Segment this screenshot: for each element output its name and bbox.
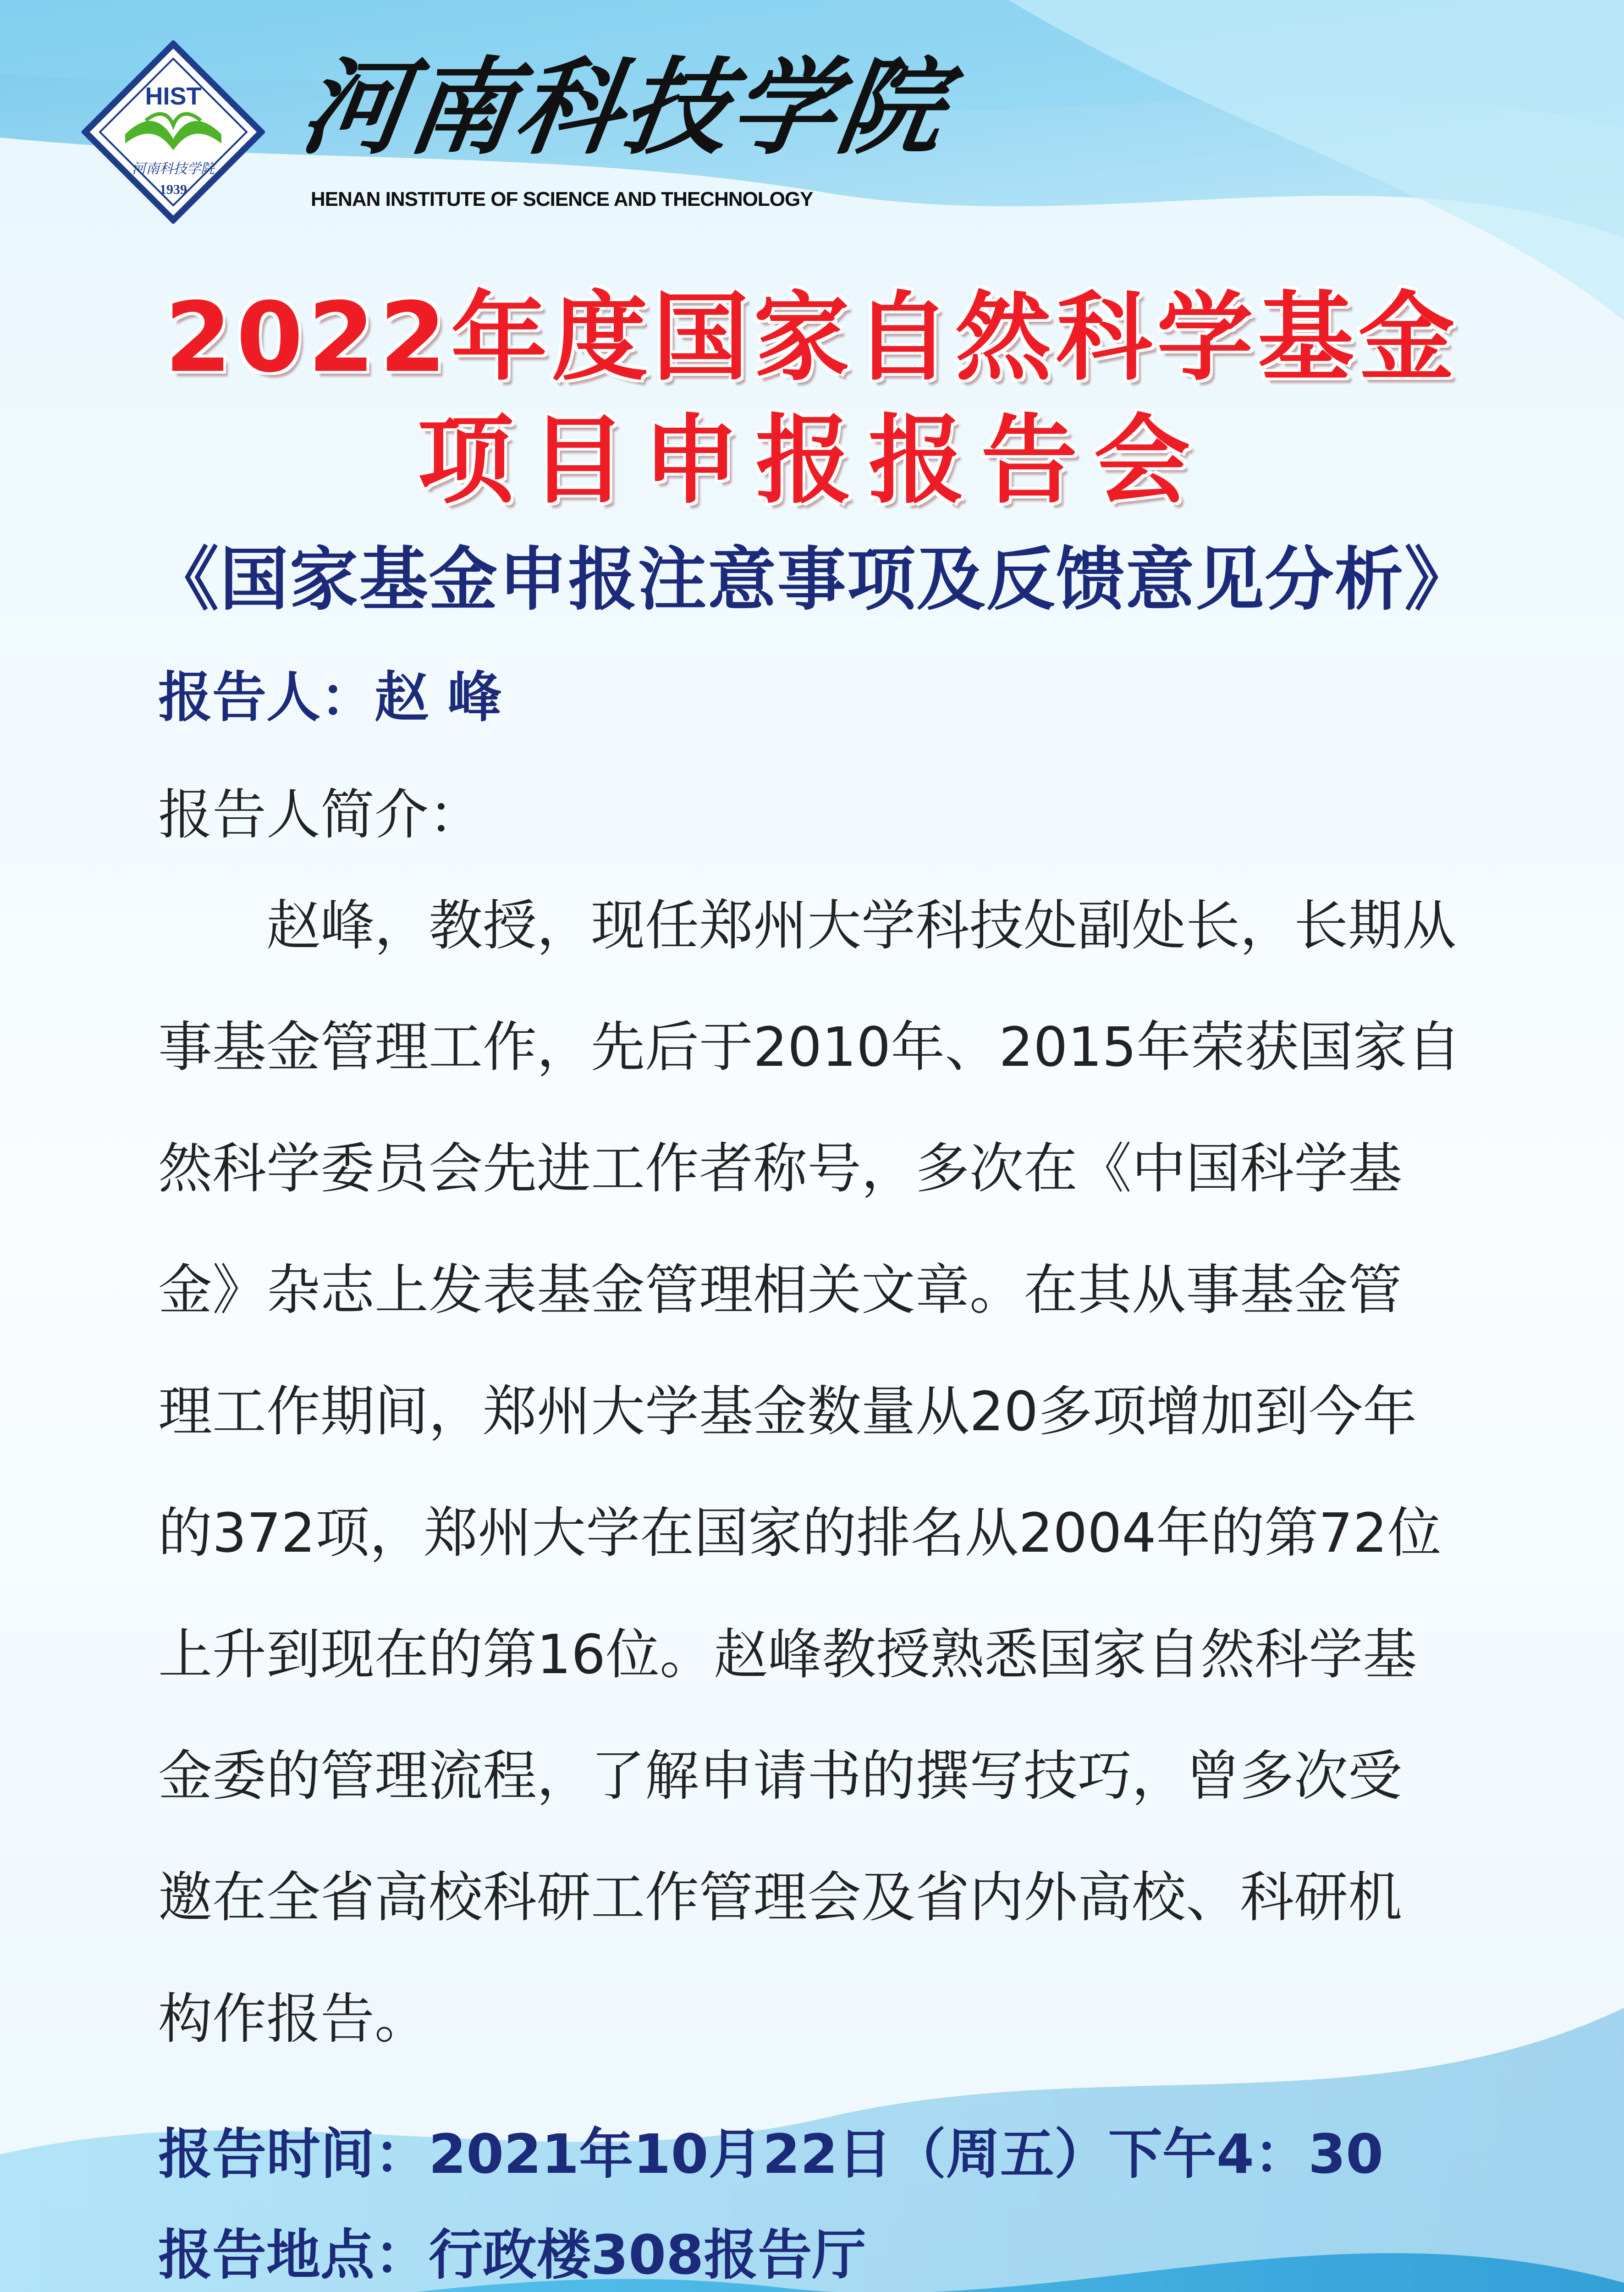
- bio-line: 的372项，郑州大学在国家的排名从2004年的第72位: [158, 1501, 1442, 1565]
- school-name-en: HENAN INSTITUTE OF SCIENCE AND THECHNOLOGY: [311, 188, 813, 210]
- school-emblem-logo: [82, 40, 265, 224]
- emblem-text: HIST: [145, 83, 202, 110]
- bio-line: 构作报告。: [158, 1987, 429, 2050]
- bio-line: 邀在全省高校科研工作管理会及省内外高校、科研机: [158, 1866, 1403, 1929]
- emblem-year: 1939: [160, 182, 187, 197]
- bio-line: 金》杂志上发表基金管理相关文章。在其从事基金管: [158, 1258, 1403, 1322]
- bio-line: 事基金管理工作，先后于2010年、2015年荣获国家自: [158, 1015, 1461, 1079]
- report-location: 报告地点：行政楼308报告厅: [158, 2223, 866, 2286]
- bio-line: 然科学委员会先进工作者称号，多次在《中国科学基: [158, 1137, 1403, 1200]
- bio-line: 理工作期间，郑州大学基金数量从20多项增加到今年: [158, 1380, 1417, 1443]
- school-name-cn: 河南科技学院: [294, 46, 955, 169]
- bio-line: 赵峰，教授，现任郑州大学科技处副处长，长期从: [158, 894, 1457, 957]
- bio-line: 上升到现在的第16位。赵峰教授熟悉国家自然科学基: [158, 1623, 1417, 1686]
- event-title-line-1: 2022年度国家自然科学基金: [165, 281, 1459, 394]
- reporter-name: 报告人：赵 峰: [158, 666, 502, 729]
- header: [0, 0, 1624, 257]
- bio-line: 金委的管理流程，了解申请书的撰写技巧，曾多次受: [158, 1744, 1403, 1807]
- event-title-line-2: 项目申报报告会: [417, 404, 1207, 517]
- report-topic: 《国家基金申报注意事项及反馈意见分析》: [150, 540, 1474, 620]
- reporter-intro-label: 报告人简介：: [158, 783, 483, 846]
- emblem-small-name: 河南科技学院: [132, 161, 215, 177]
- report-time: 报告时间：2021年10月22日（周五）下午4：30: [158, 2122, 1384, 2186]
